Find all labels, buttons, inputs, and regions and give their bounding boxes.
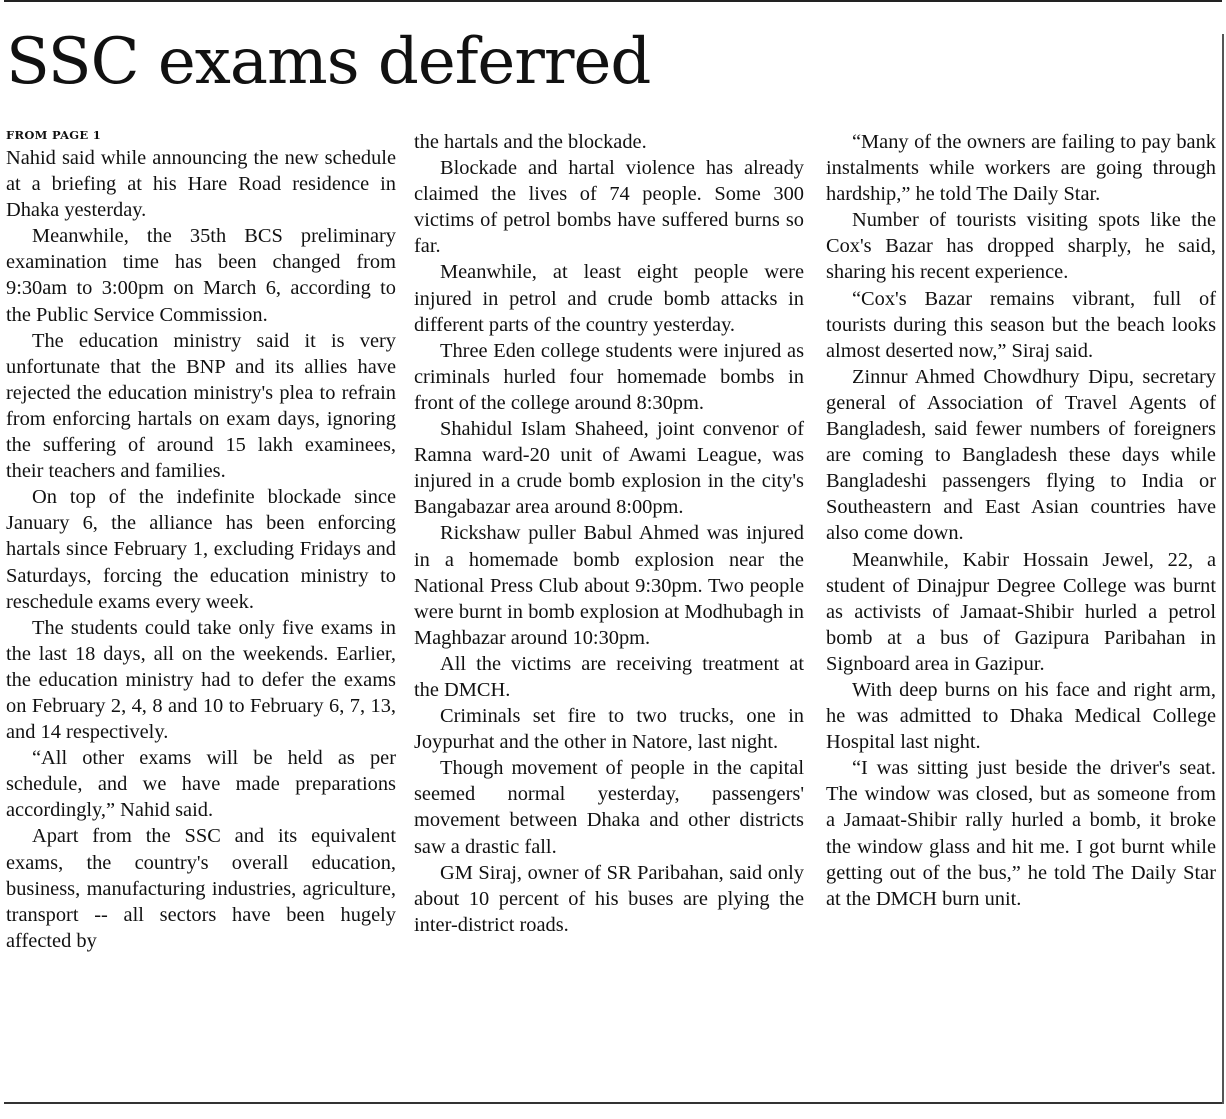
paragraph: Rickshaw puller Babul Ahmed was injured in a homemade bomb explosion near the National Press Club about 9:30pm. Two people were burnt in bomb explosion at Modhubagh in Maghbazar around 10:30pm. <box>414 522 804 649</box>
paragraph: Three Eden college students were injured as criminals hurled four homemade bombs in front of the college around 8:30pm. <box>414 339 804 414</box>
paragraph: Nahid said while announcing the new schedule at a briefing at his Hare Road residence in Dhaka yesterday. <box>6 147 396 222</box>
paragraph: “Many of the owners are failing to pay bank instalments while workers are going through hardship,” he told The Daily Star. <box>826 131 1216 206</box>
paragraph: Blockade and hartal violence has already claimed the lives of 74 people. Some 300 victims of petrol bombs have suffered burns so far. <box>414 157 804 258</box>
paragraph: the hartals and the blockade. <box>414 131 647 153</box>
paragraph: Apart from the SSC and its equivalent exams, the country's overall education, business, manufacturing industries, agriculture, transport -- all sectors have been hugely affected by <box>6 825 396 952</box>
article-column-1 <box>6 128 396 954</box>
headline: SSC exams deferred <box>6 25 651 99</box>
jump-label: FROM PAGE 1 <box>6 128 102 142</box>
paragraph: GM Siraj, owner of SR Paribahan, said only about 10 percent of his buses are plying the inter-district roads. <box>414 861 804 936</box>
paragraph: The education ministry said it is very unfortunate that the BNP and its allies have rejected the education ministry's plea to refrain from enforcing hartals on exam days, ignoring the suffering of around 15 lakh examinees, their teachers and families. <box>6 329 396 483</box>
paragraph: All the victims are receiving treatment at the DMCH. <box>414 652 804 701</box>
paragraph: “Cox's Bazar remains vibrant, full of tourists during this season but the beach looks almost deserted now,” Siraj said. <box>826 287 1216 362</box>
paragraph: “I was sitting just beside the driver's seat. The window was closed, but as someone from a Jamaat-Shibir rally hurled a bomb, it broke the window glass and hit me. I got burnt while getting out of the bus,” he told The Daily Star at the DMCH burn unit. <box>826 757 1216 910</box>
paragraph: Though movement of people in the capital seemed normal yesterday, passengers' movement between Dhaka and other districts saw a drastic fall. <box>414 757 804 858</box>
top-rule <box>4 0 1222 2</box>
paragraph: The students could take only five exams in the last 18 days, all on the weekends. Earlier, the education ministry had to defer the exams on February 2, 4, 8 and 10 to February 6, 7, 13, and 14 respectively. <box>6 616 396 744</box>
paragraph: Meanwhile, at least eight people were injured in petrol and crude bomb attacks in different parts of the country yesterday. <box>414 261 804 336</box>
paragraph: Meanwhile, the 35th BCS preliminary examination time has been changed from 9:30am to 3:00pm on March 6, according to the Public Service Commission. <box>6 225 396 326</box>
article-column-2 <box>414 129 804 938</box>
paragraph: Meanwhile, Kabir Hossain Jewel, 22, a student of Dinajpur Degree College was burnt as activists of Jamaat-Shibir hurled a petrol bomb at a bus of Gazipura Paribahan in Signboard area in Gazipur. <box>826 548 1216 675</box>
article-column-3 <box>826 129 1216 912</box>
column-rule-right <box>1222 34 1224 1104</box>
paragraph: Number of tourists visiting spots like the Cox's Bazar has dropped sharply, he said, sharing his recent experience. <box>826 209 1216 284</box>
paragraph: Shahidul Islam Shaheed, joint convenor of Ramna ward-20 unit of Awami League, was injured in a crude bomb explosion in the city's Bangabazar area around 8:00pm. <box>414 418 804 519</box>
paragraph: With deep burns on his face and right arm, he was admitted to Dhaka Medical College Hospital last night. <box>826 678 1216 754</box>
paragraph: On top of the indefinite blockade since January 6, the alliance has been enforcing hartals since February 1, excluding Fridays and Saturdays, forcing the education ministry to reschedule exams every week. <box>6 486 396 613</box>
bottom-rule <box>4 1102 1222 1104</box>
paragraph: Criminals set fire to two trucks, one in Joypurhat and the other in Natore, last night. <box>414 705 804 754</box>
paragraph: Zinnur Ahmed Chowdhury Dipu, secretary general of Association of Travel Agents of Bangladesh, said fewer numbers of foreigners are coming to Bangladesh these days while Bangladeshi passengers flying to India or Southeastern and East Asian countries have also come down. <box>826 365 1216 545</box>
paragraph: “All other exams will be held as per schedule, and we have made preparations accordingly,” Nahid said. <box>6 747 396 822</box>
